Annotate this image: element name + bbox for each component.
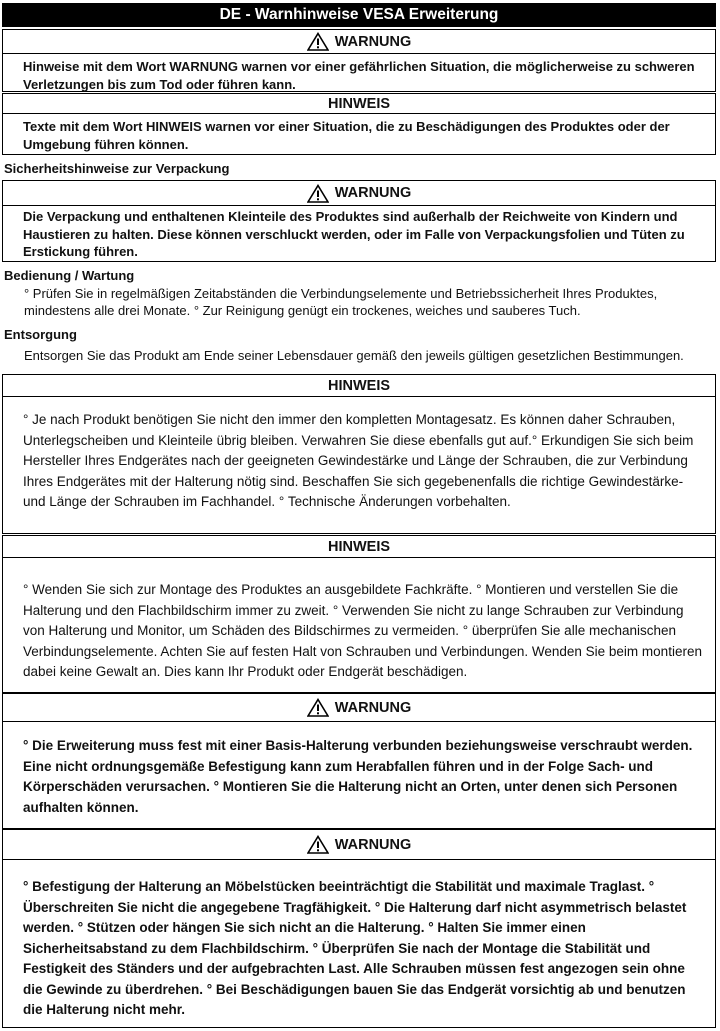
intro-hinweis-text: Texte mit dem Wort HINWEIS warnen vor einer Situation, die zu Beschädigungen des Produktes oder der Umgebung führen können. xyxy=(23,119,670,152)
maintenance-text: ° Prüfen Sie in regelmäßigen Zeitabständen die Verbindungselemente und Betriebssicherheit Ihres Produktes, mindestens alle drei Monate. ° Zur Reinigung genügt ein trockenes, weiches und sauberes Tuch. xyxy=(24,286,658,318)
warning-box-4 xyxy=(2,829,716,1028)
warning-label: WARNUNG xyxy=(334,33,412,50)
disposal-heading: Entsorgung xyxy=(4,327,77,342)
warning-header xyxy=(3,830,715,860)
packaging-heading: Sicherheitshinweise zur Verpackung xyxy=(4,161,230,176)
warning-header xyxy=(3,30,715,54)
hinweis-1-text: ° Je nach Produkt benötigen Sie nicht den immer den kompletten Montagesatz. Es können daher Schrauben, Unterlegscheiben und Kleinteile übrig bleiben. Verwahren Sie diese ebenfalls gut auf.° Erkundigen Sie sich beim Hersteller Ihres Endgerätes nach der geeigneten Gewindestärke und Länge der Schrauben, die zur Verbindung Ihres Endgerätes mit der Halterung nötig sind. Beschaffen Sie sich gegebenenfalls die richtige Gewindestärke- und Länge der Schrauben im Fachhandel. ° Technische Änderungen vorbehalten. xyxy=(23,412,694,509)
packaging-warning-box xyxy=(2,180,716,262)
warning-label: WARNUNG xyxy=(334,699,412,716)
warning-box-3 xyxy=(2,693,716,829)
hinweis-header xyxy=(3,94,715,114)
disposal-text: Entsorgen Sie das Produkt am Ende seiner Lebensdauer gemäß den jeweils gültigen gesetzlichen Bestimmungen. xyxy=(24,348,684,363)
maintenance-heading: Bedienung / Wartung xyxy=(4,268,135,283)
warning-label: WARNUNG xyxy=(334,185,412,201)
warning-label: WARNUNG xyxy=(334,836,412,853)
warning-triangle-icon xyxy=(307,184,329,203)
warning-3-text: ° Die Erweiterung muss fest mit einer Basis-Halterung verbunden beziehungsweise verschraubt werden. Eine nicht ordnungsgemäße Befestigung kann zum Herabfallen führen und in der Folge Sach- und Körperschäden verursachen. ° Montieren Sie die Halterung nicht an Orten, unter denen sich Personen aufhalten können. xyxy=(23,738,693,815)
hinweis-header xyxy=(3,536,715,558)
warning-triangle-icon xyxy=(307,835,329,854)
warning-header xyxy=(3,181,715,206)
warning-4-text: ° Befestigung der Halterung an Möbelstücken beeinträchtigt die Stabilität und maximale Traglast. ° Überschreiten Sie nicht die angegebene Tragfähigkeit. ° Die Halterung darf nicht asymmetrisch belastet werden. ° Stützen oder hängen Sie sich nicht an die Halterung. ° Halten Sie immer einen Sicherheitsabstand zu dem Flachbildschirm. ° Überprüfen Sie nach der Montage die Stabilität und Festigkeit des Ständers und der aufgebrachten Last. Alle Schrauben müssen fest angezogen sein ohne die Gewinde zu überdrehen. ° Bei Beschädigungen bauen Sie das Endgerät vorsichtig ab und benutzen die Halterung nicht mehr. xyxy=(23,879,687,1017)
hinweis-label: HINWEIS xyxy=(327,377,391,394)
hinweis-header xyxy=(3,375,715,397)
hinweis-2-text: ° Wenden Sie sich zur Montage des Produktes an ausgebildete Fachkräfte. ° Montieren und verstellen Sie die Halterung und den Flachbildschirm immer zu zweit. ° Verwenden Sie nicht zu lange Schrauben zur Verbindung von Halterung und Monitor, um Schäden des Bildschirmes zu vermeiden. ° überprüfen Sie alle mechanischen Verbindungselemente. Achten Sie auf festen Halt von Schrauben und Verbindungen. Wenden Sie beim montieren dabei keine Gewalt an. Dies kann Ihr Produkt oder Endgerät beschädigen. xyxy=(23,582,702,679)
warning-header xyxy=(3,694,715,722)
warning-triangle-icon xyxy=(307,698,329,717)
page-title: DE - Warnhinweise VESA Erweiterung xyxy=(2,3,716,27)
intro-warning-text: Hinweise mit dem Wort WARNUNG warnen vor einer gefährlichen Situation, die möglicherweise zu schweren Verletzungen bis zum Tod oder führen kann. xyxy=(23,59,695,92)
intro-warning-box xyxy=(2,29,716,92)
hinweis-label: HINWEIS xyxy=(327,538,391,555)
intro-hinweis-box xyxy=(2,93,716,155)
packaging-warning-text: Die Verpackung und enthaltenen Kleinteile des Produktes sind außerhalb der Reichweite von Kindern und Haustieren zu halten. Diese können verschluckt werden, oder im Falle von Verpackungsfolien und Tüten zu Erstickung führen. xyxy=(23,209,685,259)
warning-triangle-icon xyxy=(307,32,329,51)
hinweis-box-1 xyxy=(2,374,716,534)
hinweis-box-2 xyxy=(2,535,716,693)
hinweis-label: HINWEIS xyxy=(327,95,391,112)
